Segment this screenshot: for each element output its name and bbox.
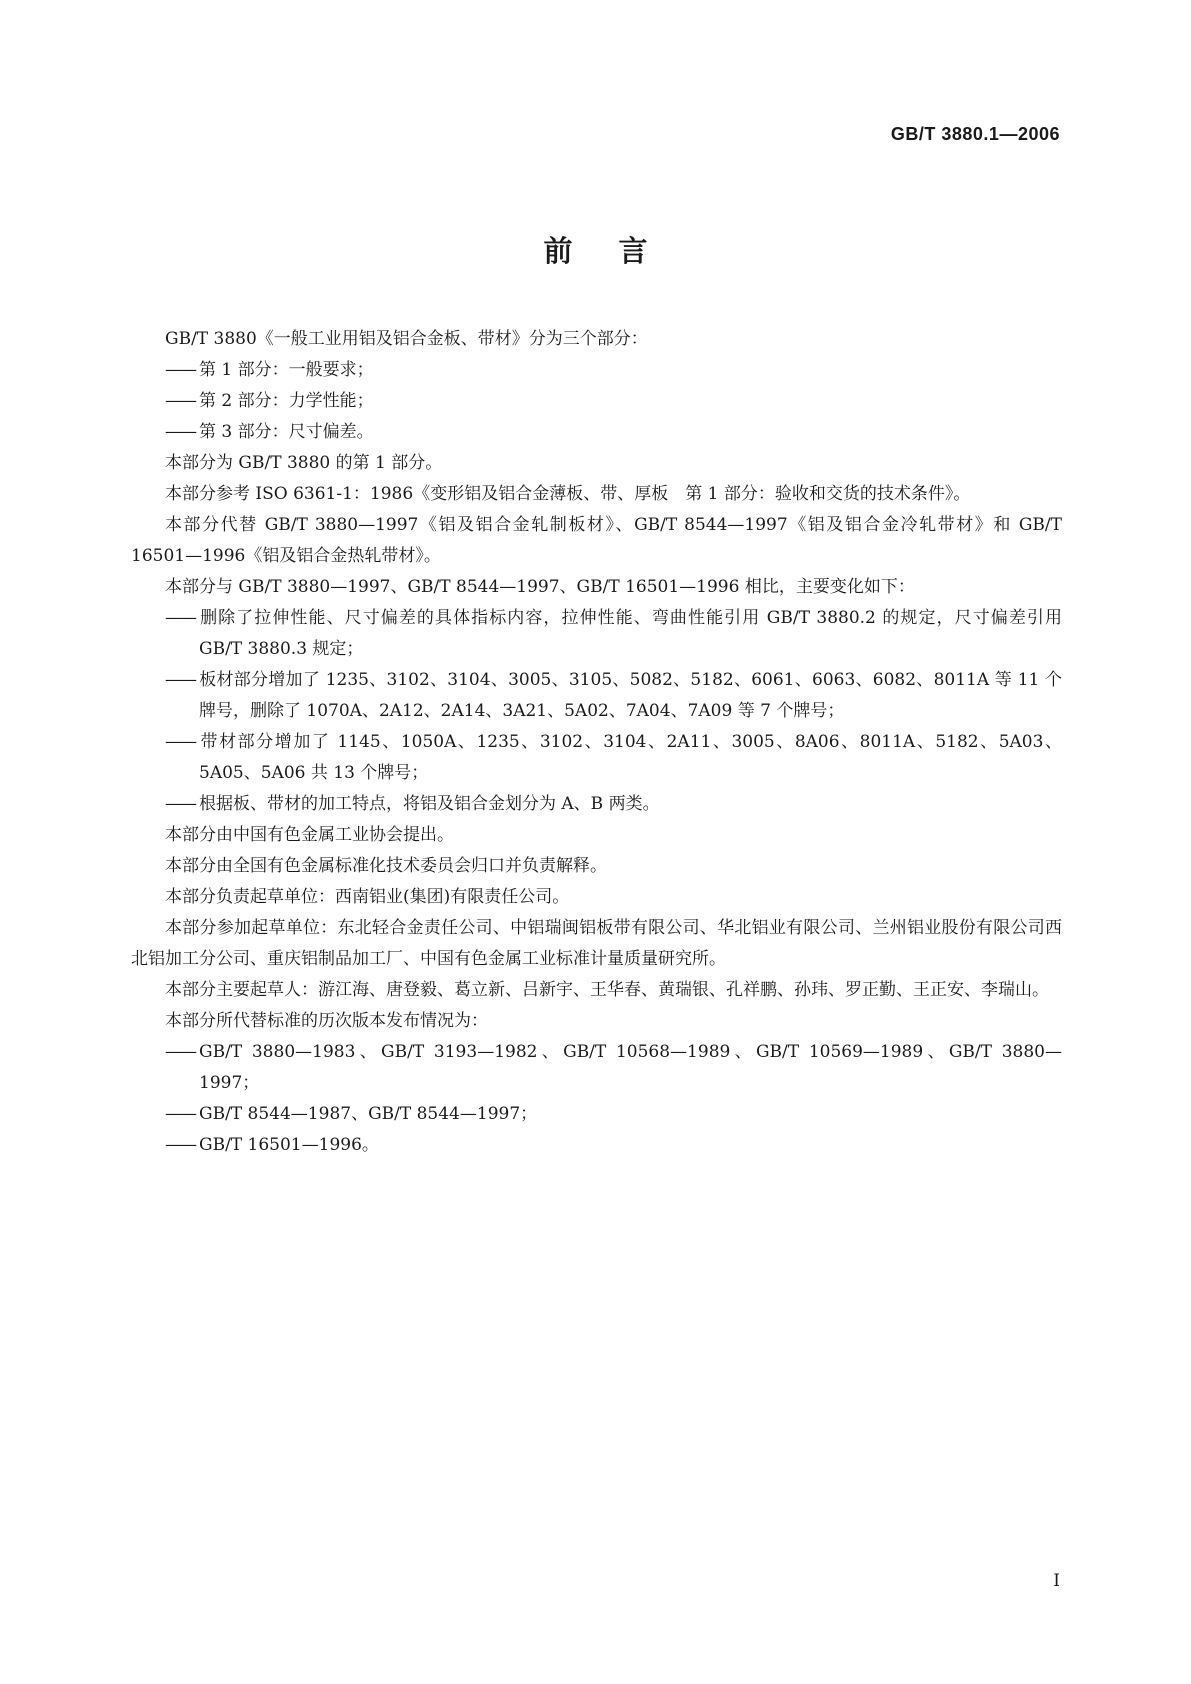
dash-mark: —— [165,1042,195,1062]
dash-list-item [131,665,1062,727]
dash-mark: —— [165,608,195,628]
list-item-text: 第 2 部分：力学性能； [199,391,374,411]
paragraph: GB/T 3880《一般工业用铝及铝合金板、带材》分为三个部分： [165,329,648,349]
page-number: I [1053,1571,1060,1591]
page-title: 前言 [543,234,694,268]
list-item-text: 删除了拉伸性能、尺寸偏差的具体指标内容，拉伸性能、弯曲性能引用 GB/T 3880.2 的规定，尺寸偏差引用 GB/T 3880.3 规定； [199,608,1062,659]
paragraph: 本部分由中国有色金属工业协会提出。 [165,825,454,845]
paragraph: 本部分代替 GB/T 3880—1997《铝及铝合金轧制板材》、GB/T 8544—1997《铝及铝合金冷轧带材》和 GB/T 16501—1996《铝及铝合金热轧带材》。 [131,515,1062,566]
dash-mark: —— [165,391,195,411]
standard-code: GB/T 3880.1—2006 [890,124,1060,144]
dash-list-item [131,417,1062,448]
dash-list-item [131,386,1062,417]
dash-mark: —— [165,422,195,442]
dash-mark: —— [165,670,195,690]
paragraph: 本部分由全国有色金属标准化技术委员会归口并负责解释。 [165,856,607,876]
list-item-text: 根据板、带材的加工特点，将铝及铝合金划分为 A、B 两类。 [199,794,660,814]
list-item-text: GB/T 16501—1996。 [199,1135,379,1155]
paragraph: 本部分参考 ISO 6361-1：1986《变形铝及铝合金薄板、带、厚板 第 1 部分：验收和交货的技术条件》。 [165,484,971,504]
list-item-text: GB/T 3880—1983、GB/T 3193—1982、GB/T 10568—1989、GB/T 10569—1989、GB/T 3880—1997； [199,1042,1062,1093]
dash-mark: —— [165,360,195,380]
dash-list-item [131,603,1062,665]
dash-mark: —— [165,1104,195,1124]
dash-mark: —— [165,732,195,752]
list-item-text: 第 1 部分：一般要求； [199,360,374,380]
list-item-text: 带材部分增加了 1145、1050A、1235、3102、3104、2A11、3005、8A06、8011A、5182、5A03、5A05、5A06 共 13 个牌号； [199,732,1062,783]
paragraph: 本部分主要起草人：游江海、唐登毅、葛立新、吕新宇、王华春、黄瑞银、孔祥鹏、孙玮、罗正勤、王正安、李瑞山。 [165,980,1049,1000]
list-item-text: 第 3 部分：尺寸偏差。 [199,422,374,442]
dash-mark: —— [165,794,195,814]
dash-list-item [131,1037,1062,1099]
dash-list-item [131,355,1062,386]
paragraph: 本部分与 GB/T 3880—1997、GB/T 8544—1997、GB/T 16501—1996 相比，主要变化如下： [165,577,915,597]
dash-mark: —— [165,1135,195,1155]
foreword-body [131,324,1062,1161]
dash-list-item [131,1099,1062,1130]
paragraph: 本部分为 GB/T 3880 的第 1 部分。 [165,453,443,473]
list-item-text: 板材部分增加了 1235、3102、3104、3005、3105、5082、5182、6061、6063、6082、8011A 等 11 个牌号，删除了 1070A、2A12、2A14、3A21、5A02、7A04、7A09 等 7 个牌号； [199,670,1062,721]
dash-list-item [131,727,1062,789]
paragraph: 本部分参加起草单位：东北轻合金责任公司、中铝瑞闽铝板带有限公司、华北铝业有限公司、兰州铝业股份有限公司西北铝加工分公司、重庆铝制品加工厂、中国有色金属工业标准计量质量研究所。 [131,918,1062,969]
paragraph: 本部分负责起草单位：西南铝业(集团)有限责任公司。 [165,887,570,907]
dash-list-item [131,1130,1062,1161]
paragraph: 本部分所代替标准的历次版本发布情况为： [165,1011,488,1031]
list-item-text: GB/T 8544—1987、GB/T 8544—1997； [199,1104,538,1124]
dash-list-item [131,789,1062,820]
